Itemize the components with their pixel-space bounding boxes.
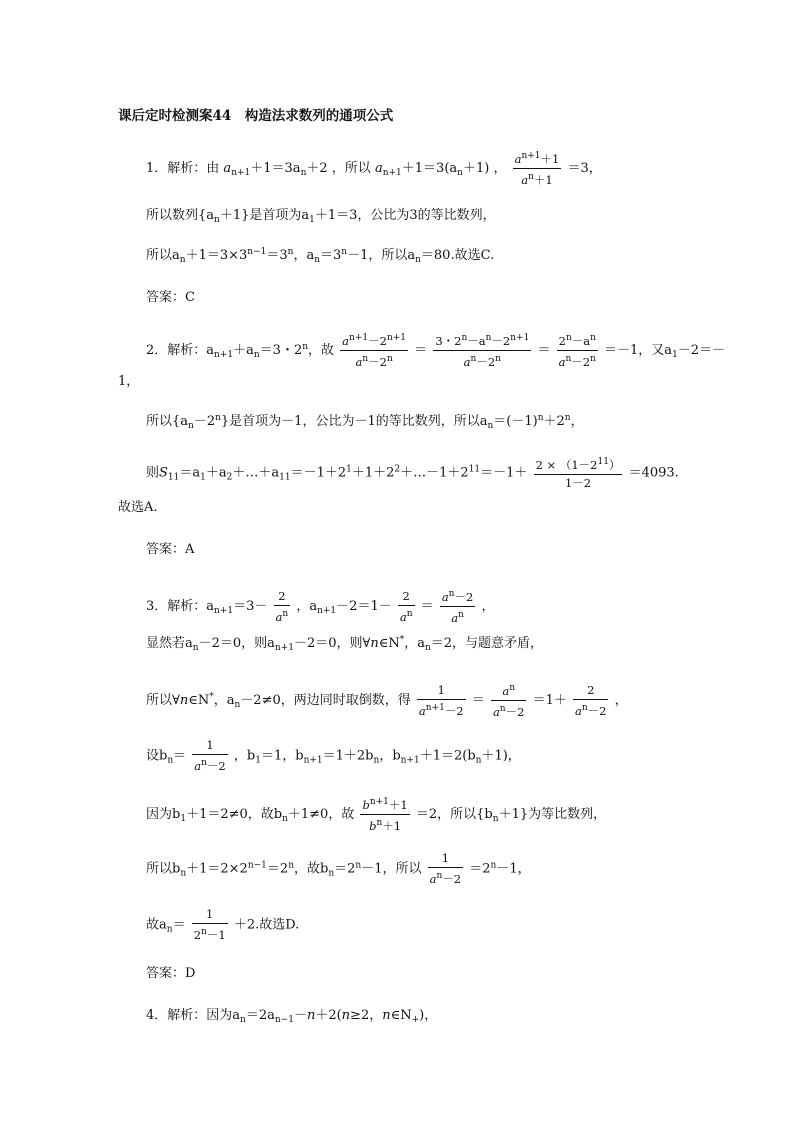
p3-line7: 故$a_n=$ $\frac{1}{2^n-1}$ ＋2.故选D.	[146, 907, 300, 942]
p2-select: 故选A.	[118, 500, 158, 515]
p3-line5: 因为$b_1+1=2\ne 0$，故$b_n+1\ne 0$，故 $\frac{b^{n+1}+1}{b^n+1}$ ＝2，所以$\{b_n+1\}$为等比数列，	[146, 794, 606, 835]
fraction: $\frac{a^{n+1}+1}{a^n+1}$	[513, 148, 562, 189]
fraction: $\frac{1}{a^n-2}$	[194, 738, 226, 773]
p1-answer: 答案：C	[146, 290, 195, 305]
fraction: $\frac{b^{n+1}+1}{b^n+1}$	[360, 794, 409, 835]
p3-answer: 答案：D	[146, 966, 196, 981]
p1-line2: 所以数列$\{a_n+1\}$是首项为$a_1+1=3$，公比为3的等比数列，	[146, 208, 496, 225]
fraction: $\frac{1}{2^n-1}$	[193, 907, 226, 942]
p1-line3: 所以$a_n+1=3\times 3^{n-1}=3^n$，$a_n=3^n-1$，所以$a_n=80$.故选C.	[146, 247, 495, 265]
p2-wrap: 1，	[118, 374, 140, 389]
fraction: $\frac{2 \times (1-2^{11})}{1-2}$	[534, 454, 623, 492]
p1-line1: 1．解析：由 $a_{n+1}+1=3a_n+2$ ，所以 $a_{n+1}+1=3(a_n+1)$ ， $\frac{a^{n+1}+1}{a^n+1}$ ＝3，	[146, 148, 602, 189]
fraction: $\frac{3・2^n-a^n-2^{n+1}}{a^n-2^n}$	[433, 330, 531, 371]
p2-answer: 答案：A	[146, 542, 195, 557]
fraction: $\frac{a^n}{a^n-2}$	[491, 680, 526, 721]
fraction: $\frac{a^n-2}{a^n}$	[440, 586, 475, 627]
p2-line1: 2．解析：$a_{n+1}+a_n=3$・2$^n$，故 $\frac{a^{n+1}-2^{n+1}}{a^n-2^n}$ ＝ $\frac{3・2^n-a^n-2^{n+1}}{a^n-2^n}$ ＝ $\frac{2^n-a^n}{a^n-2^n}$ ＝－1，又$a_1-2=-$	[146, 330, 725, 371]
page-title: 课后定时检测案44 构造法求数列的通项公式	[118, 108, 394, 124]
fraction: $\frac{a^{n+1}-2^{n+1}}{a^n-2^n}$	[340, 330, 408, 371]
p2-line2: 所以$\{a_n-2^n\}$是首项为－1，公比为－1的等比数列，所以$a_n=(-1)^n+2^n$，	[146, 413, 584, 431]
p3-line6: 所以$b_n+1=2\times 2^{n-1}=2^n$，故$b_n=2^n-1$，所以 $\frac{1}{a^n-2}$ $=2^n-1$，	[146, 851, 531, 886]
p3-line4: 设$b_n=$ $\frac{1}{a^n-2}$ ，$b_1=1$，$b_{n+1}=1+2b_n$，$b_{n+1}+1=2(b_n+1)$，	[146, 738, 521, 773]
fraction: $\frac{2^n-a^n}{a^n-2^n}$	[557, 330, 598, 371]
fraction: $\frac{2}{a^n-2}$	[574, 682, 607, 718]
p2-line3: 则$S_{11}=a_1+a_2+\dots+a_{11}=-1+2^1+1+2^2+\dots-1+2^{11}=-1+$ $\frac{2 \times (1-2^{11})}{1-2}$ ＝4093.	[146, 454, 679, 492]
fraction: $\frac{2}{a^n}$	[275, 588, 289, 624]
fraction: $\frac{2}{a^n}$	[399, 588, 413, 624]
fraction: $\frac{1}{a^n-2}$	[429, 851, 462, 886]
p3-line3: 所以∀n∈N*，$a_n-2\ne 0$，两边同时取倒数，得 $\frac{1}{a^{n+1}-2}$ ＝ $\frac{a^n}{a^n-2}$ ＝1＋ $\frac{2}{a^n-2}$ ，	[146, 680, 628, 721]
p3-line1: 3．解析：$a_{n+1}=3-$ $\frac{2}{a^n}$ ，$a_{n+1}-2=1-$ $\frac{2}{a^n}$ ＝ $\frac{a^n-2}{a^n}$ ，	[146, 586, 494, 627]
p4-line1: 4．解析：因为$a_n=2a_{n-1}-n+2(n\ge 2$，$n\in N_+$)，	[146, 1008, 438, 1025]
p3-line2: 显然若$a_n-2=0$，则$a_{n+1}-2=0$，则∀n∈N*，$a_n=2$，与题意矛盾，	[146, 635, 544, 653]
fraction: $\frac{1}{a^{n+1}-2}$	[418, 682, 464, 718]
